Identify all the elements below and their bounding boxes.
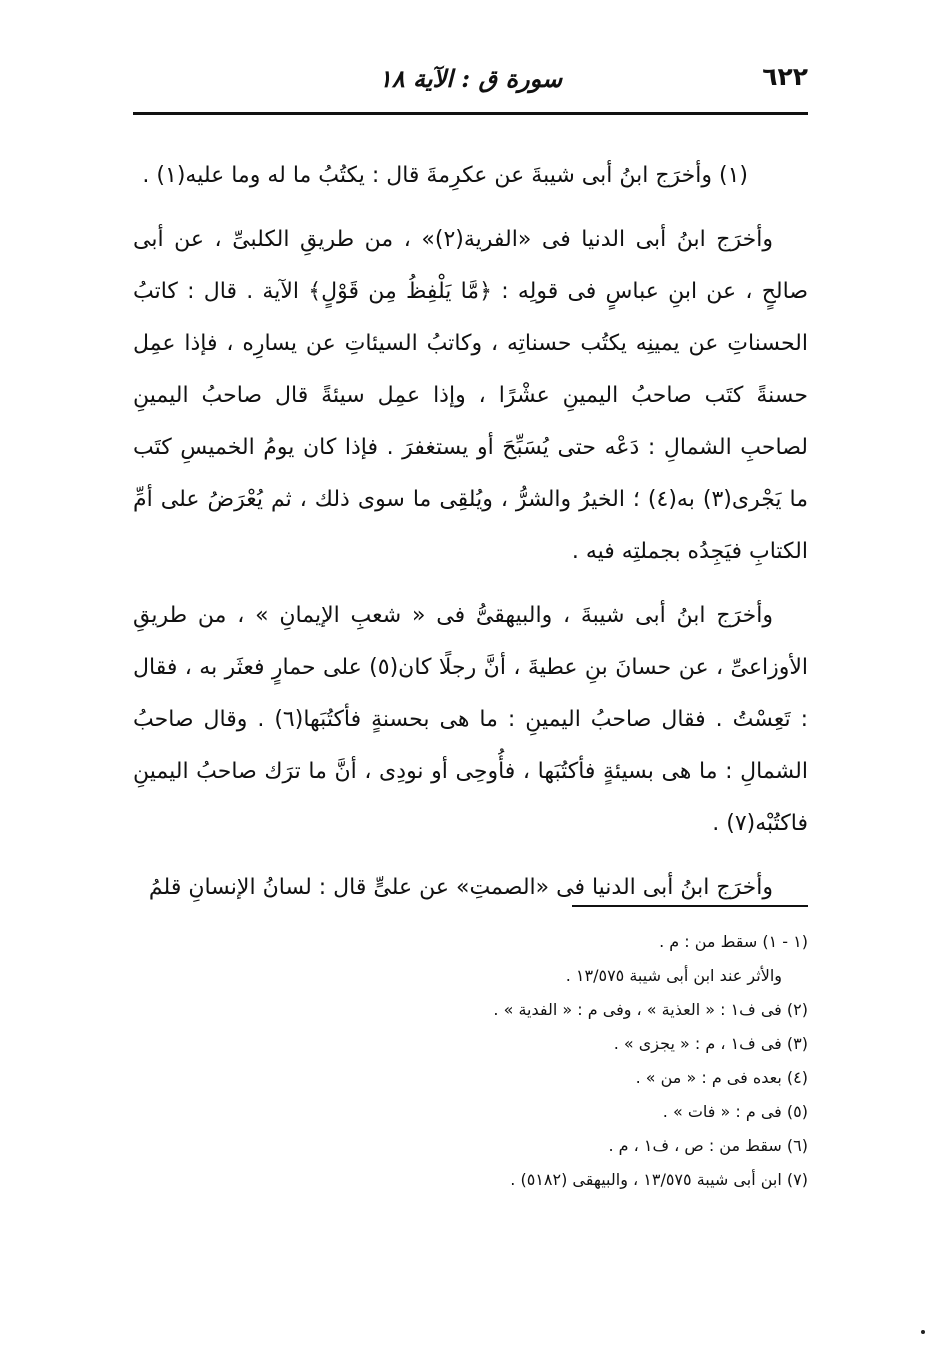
footnote-2: (٢) فى ف١ : « العذية » ، وفى م : « الفدية » . [493, 1000, 808, 1019]
footnote-5: (٥) فى م : « فات » . [662, 1102, 808, 1121]
page-header [133, 60, 808, 104]
paragraph-4: وأخرَج ابنُ أبى الدنيا فى «الصمتِ» عن علىٍّ قال : لسانُ الإنسانِ قلمُ [148, 875, 773, 900]
footnote-rule [572, 905, 808, 907]
footnote-1-source: والأثر عند ابن أبى شيبة ١٣/٥٧٥ . [565, 966, 782, 985]
header-rule [133, 112, 808, 115]
running-title: سورة ق : الآية ١٨ [378, 64, 563, 93]
footnote-6: (٦) سقط من : ص ، ف١ ، م . [608, 1136, 808, 1155]
footnote-4: (٤) بعده فى م : « من » . [635, 1068, 808, 1087]
footnote-1: (١ - ١) سقط من : م . [659, 932, 808, 951]
scan-speck [921, 1330, 925, 1334]
footnote-3: (٣) فى ف١ ، م : « يجزى » . [613, 1034, 808, 1053]
paragraph-2: وأخرَج ابنُ أبى الدنيا فى «الفرية(٢)» ، من طريقِ الكلبىِّ ، عن أبى صالحٍ ، عن ابنِ عباسٍ فى قولِه : ﴿مَّا يَلْفِظُ مِن قَوْلٍ﴾ الآية . قال : كاتبُ الحسناتِ عن يمينِه يكتُب حسناتِه ، وكاتبُ السيئاتِ عن يسارِه ، فإذا عمِل حسنةً كتَب صاحبُ اليمينِ عشْرًا ، وإذا عمِل سيئةً قال صاحبُ اليمينِ لصاحبِ الشمالِ : دَعْه حتى يُسَبِّحَ أو يستغفرَ . فإذا كان يومُ الخميسِ كتَب ما يَجْرى(٣) به(٤) ؛ الخيرُ والشرُّ ، ويُلقِى ما سوى ذلك ، ثم يُعْرَضُ على أمِّ الكتابِ فيَجِدُه بجملتِه فيه . [133, 227, 809, 564]
paragraph-3: وأخرَج ابنُ أبى شيبةَ ، والبيهقىُّ فى « شعبِ الإيمانِ » ، من طريقِ الأوزاعىِّ ، عن حسانَ بنِ عطيةَ ، أنَّ رجلًا كان(٥) على حمارٍ فعثَر به ، فقال : تَعِسْتُ . فقال صاحبُ اليمينِ : ما هى بحسنةٍ فأكتُبَها(٦) . وقال صاحبُ الشمالِ : ما هى بسيئةٍ فأكتُبَها ، فأُوحِى أو نودِى ، أنَّ ما ترَك صاحبُ اليمينِ فاكتُبْه(٧) . [133, 603, 808, 836]
main-text [133, 150, 808, 926]
page-number: ٦٢٢ [762, 62, 808, 91]
paragraph-1: (١) وأخرَج ابنُ أبى شيبةَ عن عكرِمةَ قال : يكتُبُ ما له وما عليه(١) . [142, 163, 748, 188]
footnotes [300, 925, 808, 1197]
footnote-7: (٧) ابن أبى شيبة ١٣/٥٧٥ ، والبيهقى (٥١٨٢) . [510, 1170, 808, 1189]
